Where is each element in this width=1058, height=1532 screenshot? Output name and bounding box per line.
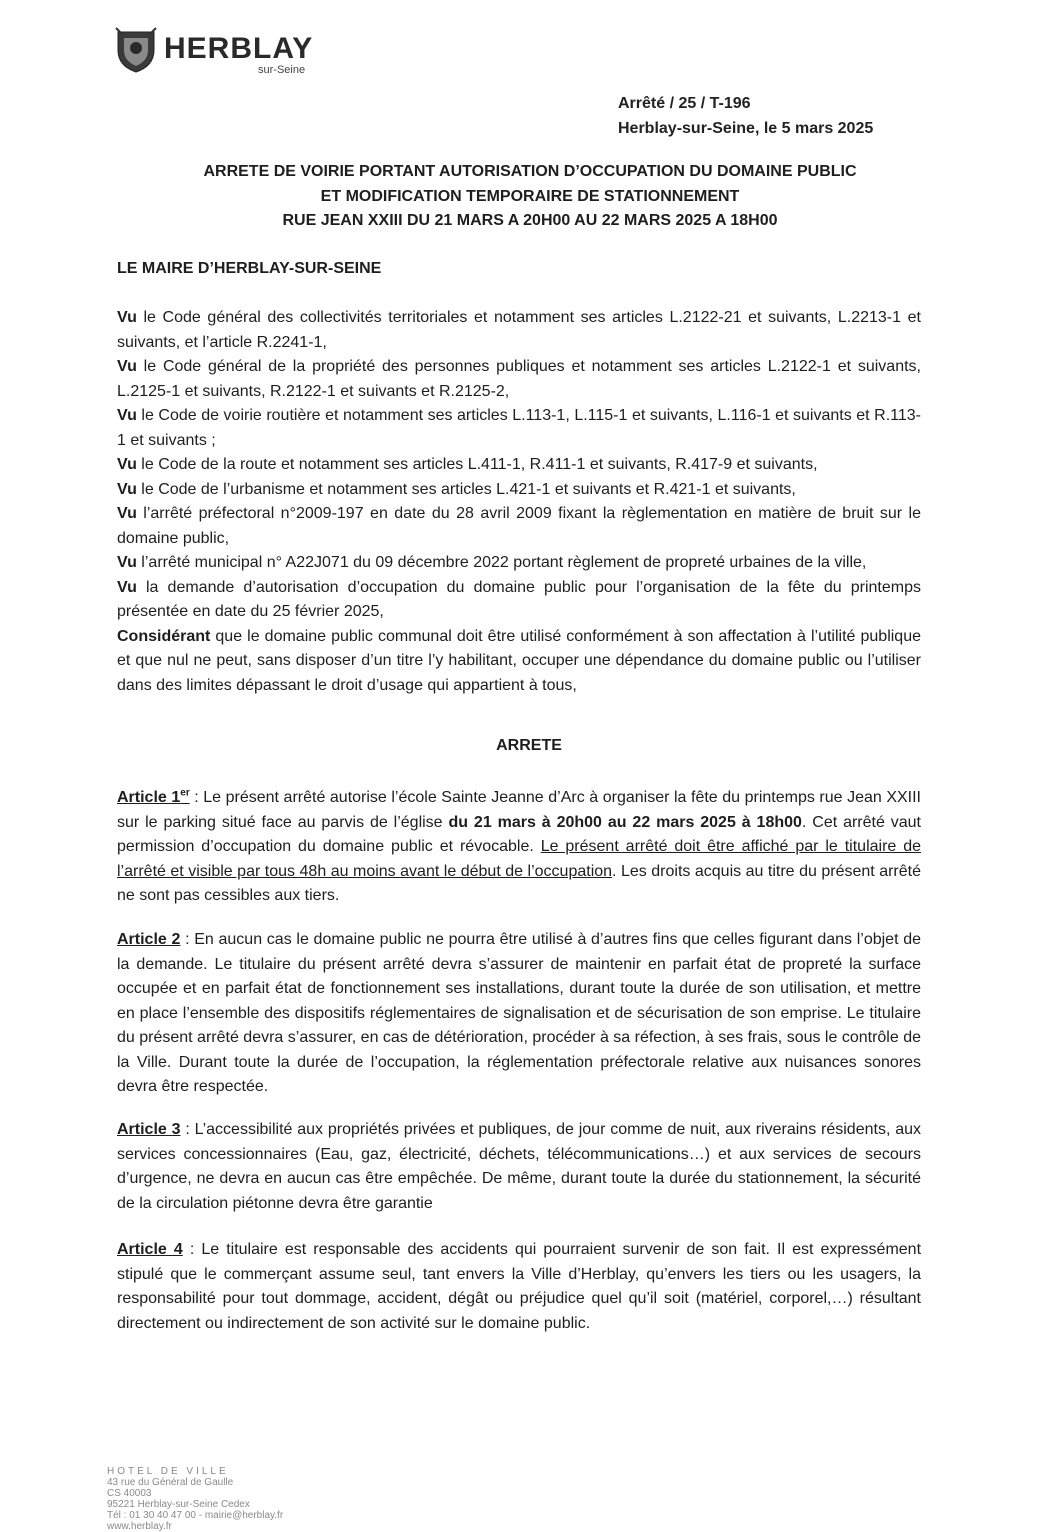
article-4: Article 4 : Le titulaire est responsable des accidents qui pourraient survenir de son fait. Il est expressément stipulé que le commerçant assume seul, tant envers la Ville d’Herblay, qu’envers les tiers ou les usagers, la responsabilité pour tout dommage, accident, dégât ou préjudice quel qu’il soit (matériel, corporel,…) résultant directement ou indirectement de son activité sur le domaine public. — [117, 1241, 922, 1332]
coat-of-arms-icon — [112, 24, 160, 74]
recitals — [117, 306, 921, 698]
article-label: Article 2 — [117, 931, 181, 948]
mayor-heading: LE MAIRE D’HERBLAY-SUR-SEINE — [117, 260, 382, 277]
recital-item: Considérant que le domaine public communal doit être utilisé conformément à son affectation à l’utilité publique et que nul ne peut, sans disposer d’un titre l’y habilitant, occuper une dépendance du domaine public ou l’utiliser dans des limites dépassant le droit d’usage qui appartient à tous, — [117, 627, 921, 694]
title-line-1: ARRETE DE VOIRIE PORTANT AUTORISATION D’OCCUPATION DU DOMAINE PUBLIC — [203, 163, 857, 180]
recital-item: Vu le Code de voirie routière et notamment ses articles L.113-1, L.115-1 et suivants, L.116-1 et suivants et R.113-1 et suivants ; — [117, 407, 921, 449]
title-line-3: RUE JEAN XXIII DU 21 MARS A 20H00 AU 22 MARS 2025 A 18H00 — [282, 212, 778, 229]
arrete-number: Arrêté / 25 / T-196 — [618, 95, 751, 112]
reference-block — [618, 91, 873, 141]
logo-subtitle: sur-Seine — [258, 64, 306, 76]
recital-item: Vu l’arrêté préfectoral n°2009-197 en date du 28 avril 2009 fixant la règlementation en matière de bruit sur le domaine public, — [117, 505, 921, 547]
article-1: Article 1er : Le présent arrêté autorise l’école Sainte Jeanne d’Arc à organiser la fête du printemps rue Jean XXIII sur le parking situé face au parvis de l’église du 21 mars à 20h00 au 22 mars 2025 à 18h00. Cet arrêté vaut permission d’occupation du domaine public et révocable. Le présent arrêté doit être affiché par le titulaire de l’arrêté et visible par tous 48h au moins avant le début de l’occupation. Les droits acquis au titre du présent arrêté ne sont pas cessibles aux tiers. — [117, 787, 922, 904]
title-line-2: ET MODIFICATION TEMPORAIRE DE STATIONNEMENT — [320, 187, 740, 205]
recital-item: Vu la demande d’autorisation d’occupation du domaine public pour l’organisation de la fête du printemps présentée en date du 25 février 2025, — [117, 578, 921, 620]
place-date: Herblay-sur-Seine, le 5 mars 2025 — [618, 120, 874, 137]
article-label: Article 3 — [117, 1121, 181, 1138]
arrete-heading: ARRETE — [496, 737, 562, 754]
recital-item: Vu le Code général des collectivités territoriales et notamment ses articles L.2122-21 et suivants, L.2213-1 et suivants, et l’article R.2241-1, — [117, 309, 921, 351]
footer-address: HOTEL DE VILLE 43 rue du Général de Gaulle CS 40003 95221 Herblay-sur-Seine Cedex Tél : 01 30 40 47 00 - mairie@herblay.fr www.herblay.fr — [107, 1466, 284, 1532]
article-2: Article 2 : En aucun cas le domaine public ne pourra être utilisé à d’autres fins que celles figurant dans l’objet de la demande. Le titulaire du présent arrêté devra s’assurer de maintenir en parfait état de propreté la surface occupée et en parfait état de fonctionnement ses installations, durant toute la durée de son utilisation, et mettre en place l’ensemble des dispositifs réglementaires de signalisation et de sécurisation de son emprise. Le titulaire du présent arrêté devra s’assurer, en cas de détérioration, procéder à sa réfection, à ses frais, sous le contrôle de la Ville. Durant toute la durée de l’occupation, la réglementation préfectorale relative aux nuisances sonores devra être respectée. — [117, 931, 922, 1095]
article-label: Article 4 — [117, 1241, 183, 1258]
herblay-logo — [112, 24, 352, 80]
recital-item: Vu l’arrêté municipal n° A22J071 du 09 décembre 2022 portant règlement de propreté urbaines de la ville, — [117, 554, 867, 571]
recital-item: Vu le Code de la route et notamment ses articles L.411-1, R.411-1 et suivants, R.417-9 et suivants, — [117, 456, 818, 473]
recital-item: Vu le Code de l’urbanisme et notamment ses articles L.421-1 et suivants et R.421-1 et suivants, — [117, 480, 796, 498]
logo-name: HERBLAY — [164, 32, 314, 65]
display-notice: Le présent arrêté doit être affiché par le titulaire de l’arrêté et visible par tous 48h au moins avant le début de l’occupation — [117, 838, 922, 880]
article-3: Article 3 : L’accessibilité aux propriétés privées et publiques, de jour comme de nuit, aux riverains résidents, aux services concessionnaires (Eau, gaz, électricité, déchets, télécommunications…) et aux services de secours d’urgence, ne devra en aucun cas être empêchée. De même, durant toute la durée du stationnement, la sécurité de la circulation piétonne devra être garantie — [117, 1121, 921, 1212]
recital-item: Vu le Code général de la propriété des personnes publiques et notamment ses articles L.2122-1 et suivants, L.2125-1 et suivants, R.2122-1 et suivants et R.2125-2, — [117, 358, 921, 400]
article-label: Article 1er — [117, 787, 190, 806]
document-title — [100, 160, 960, 234]
